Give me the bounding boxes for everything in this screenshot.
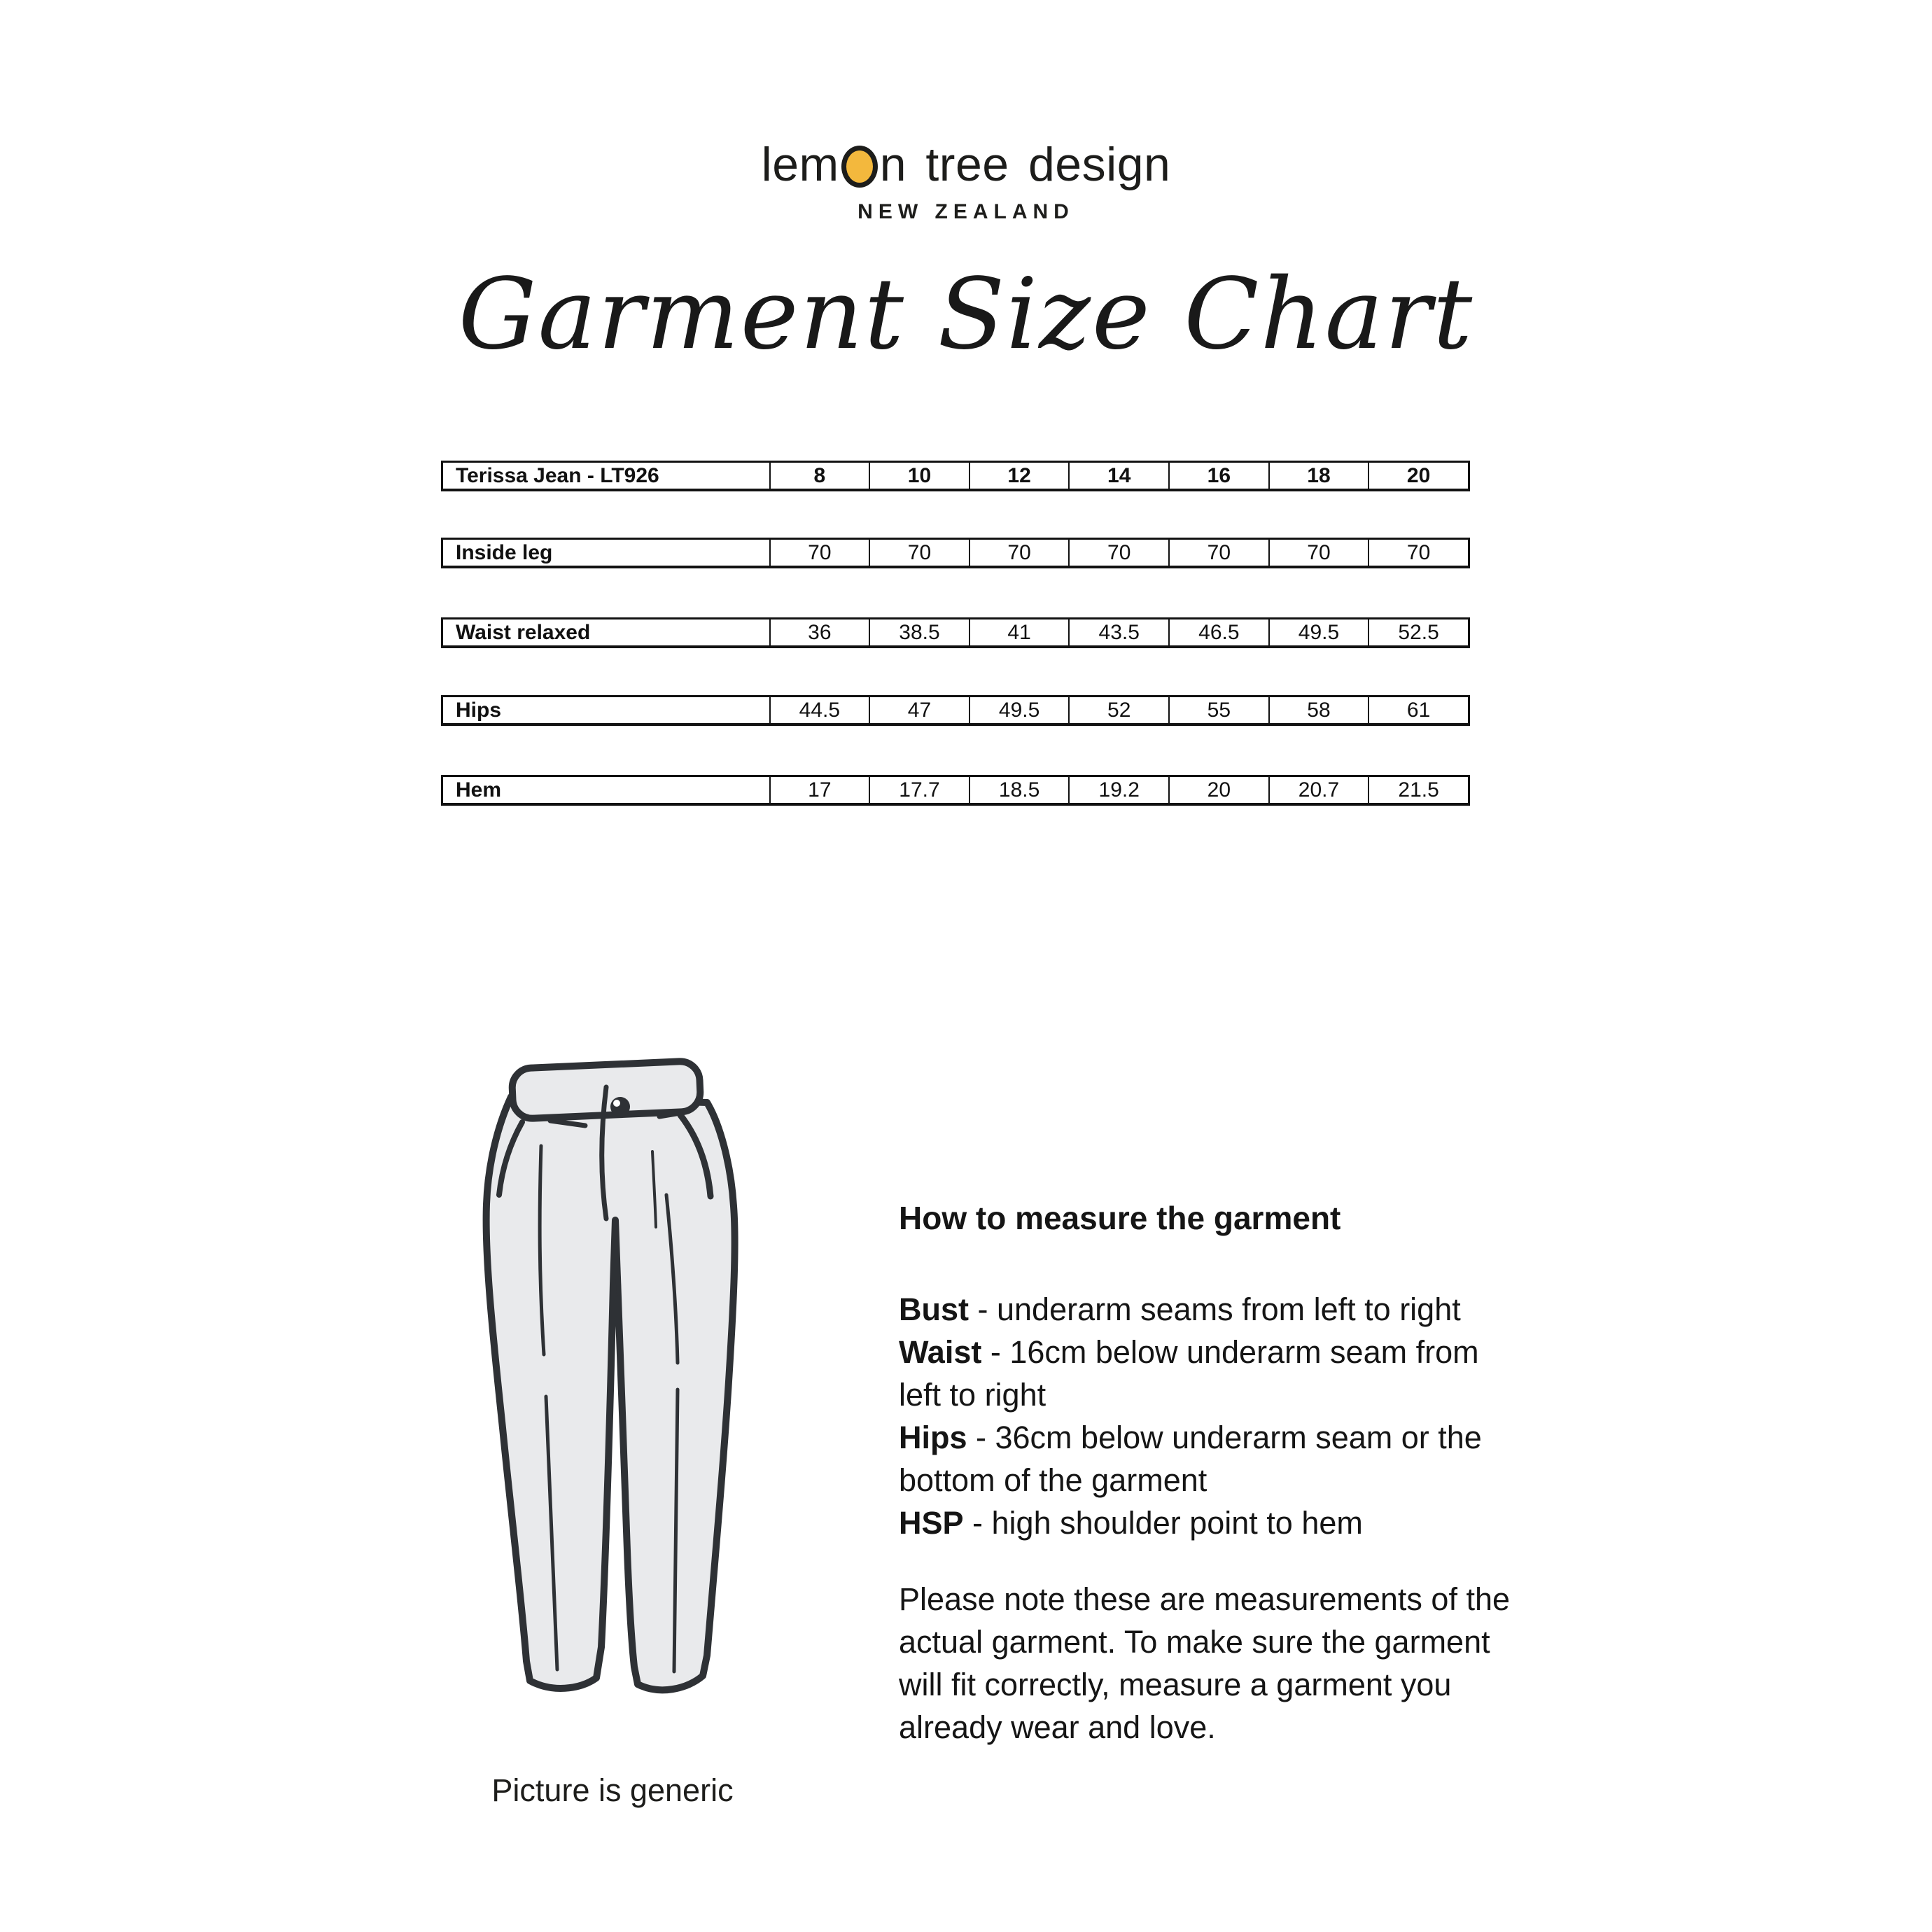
- measure-line-hsp: [899, 1502, 1515, 1544]
- value-cell: 70: [769, 540, 869, 566]
- value-cell: 41: [969, 620, 1069, 645]
- value-cell: 17: [769, 777, 869, 803]
- value-cell: 47: [869, 697, 969, 723]
- measure-term: Waist: [899, 1334, 982, 1370]
- lemon-icon: [841, 146, 878, 188]
- button-icon: [610, 1097, 630, 1116]
- row-label-cell: Inside leg: [456, 540, 553, 564]
- row-label-cell: Hem: [456, 778, 502, 802]
- measure-line-waist: [899, 1331, 1515, 1416]
- value-cell: 61: [1368, 697, 1468, 723]
- measure-desc: - high shoulder point to hem: [963, 1505, 1363, 1541]
- measure-line-hips: [899, 1416, 1515, 1502]
- size-header-cell: 18: [1268, 463, 1368, 489]
- measure-term: Hips: [899, 1420, 967, 1455]
- value-cell: 44.5: [769, 697, 869, 723]
- how-to-heading: How to measure the garment: [899, 1200, 1341, 1236]
- value-cell: 43.5: [1068, 620, 1168, 645]
- value-cell: 49.5: [969, 697, 1069, 723]
- brand-name-left: lem: [761, 138, 839, 191]
- value-cell: 18.5: [969, 777, 1069, 803]
- table-row-hips: [441, 695, 1470, 726]
- brand-name: [0, 137, 1932, 192]
- value-cell: 52.5: [1368, 620, 1468, 645]
- size-header-cell: 16: [1168, 463, 1268, 489]
- value-cell: 36: [769, 620, 869, 645]
- page-title: Garment Size Chart: [458, 258, 1474, 372]
- measure-desc: - underarm seams from left to right: [969, 1292, 1461, 1327]
- brand-logo: [0, 137, 1932, 224]
- row-label-cell: Hips: [456, 698, 502, 722]
- how-to-measure-section: [899, 1198, 1515, 1749]
- size-header-cell: 8: [769, 463, 869, 489]
- value-cell: 70: [869, 540, 969, 566]
- trousers-svg: [462, 1046, 763, 1712]
- size-header-cell: 20: [1368, 463, 1468, 489]
- brand-name-right: n tree design: [879, 138, 1171, 191]
- trousers-illustration: [462, 1046, 763, 1712]
- value-cell: 38.5: [869, 620, 969, 645]
- value-cell: 70: [1168, 540, 1268, 566]
- value-cell: 70: [1368, 540, 1468, 566]
- measure-term: Bust: [899, 1292, 969, 1327]
- value-cell: 19.2: [1068, 777, 1168, 803]
- size-header-cell: 14: [1068, 463, 1168, 489]
- table-row-waist-relaxed: [441, 617, 1470, 648]
- value-cell: 52: [1068, 697, 1168, 723]
- measure-desc: - 16cm below underarm seam from left to right: [899, 1334, 1479, 1413]
- illustration-caption: Picture is generic: [491, 1772, 734, 1808]
- table-row-inside-leg: [441, 538, 1470, 568]
- brand-country: NEW ZEALAND: [858, 200, 1074, 223]
- measure-line-bust: [899, 1288, 1515, 1331]
- value-cell: 49.5: [1268, 620, 1368, 645]
- table-row-hem: [441, 775, 1470, 806]
- value-cell: 20.7: [1268, 777, 1368, 803]
- value-cell: 70: [969, 540, 1069, 566]
- value-cell: 58: [1268, 697, 1368, 723]
- value-cell: 20: [1168, 777, 1268, 803]
- size-header-cell: 10: [869, 463, 969, 489]
- measurement-note: Please note these are measurements of the actual garment. To make sure the garment will fit correctly, measure a garment you already wear and love.: [899, 1581, 1511, 1745]
- value-cell: 17.7: [869, 777, 969, 803]
- value-cell: 70: [1068, 540, 1168, 566]
- value-cell: 46.5: [1168, 620, 1268, 645]
- value-cell: 55: [1168, 697, 1268, 723]
- measure-desc: - 36cm below underarm seam or the bottom of the garment: [899, 1420, 1482, 1498]
- value-cell: 70: [1268, 540, 1368, 566]
- product-name-cell: Terissa Jean - LT926: [456, 463, 659, 487]
- size-header-cell: 12: [969, 463, 1069, 489]
- value-cell: 21.5: [1368, 777, 1468, 803]
- size-table-header-row: [441, 461, 1470, 491]
- measure-term: HSP: [899, 1505, 964, 1541]
- row-label-cell: Waist relaxed: [456, 620, 591, 644]
